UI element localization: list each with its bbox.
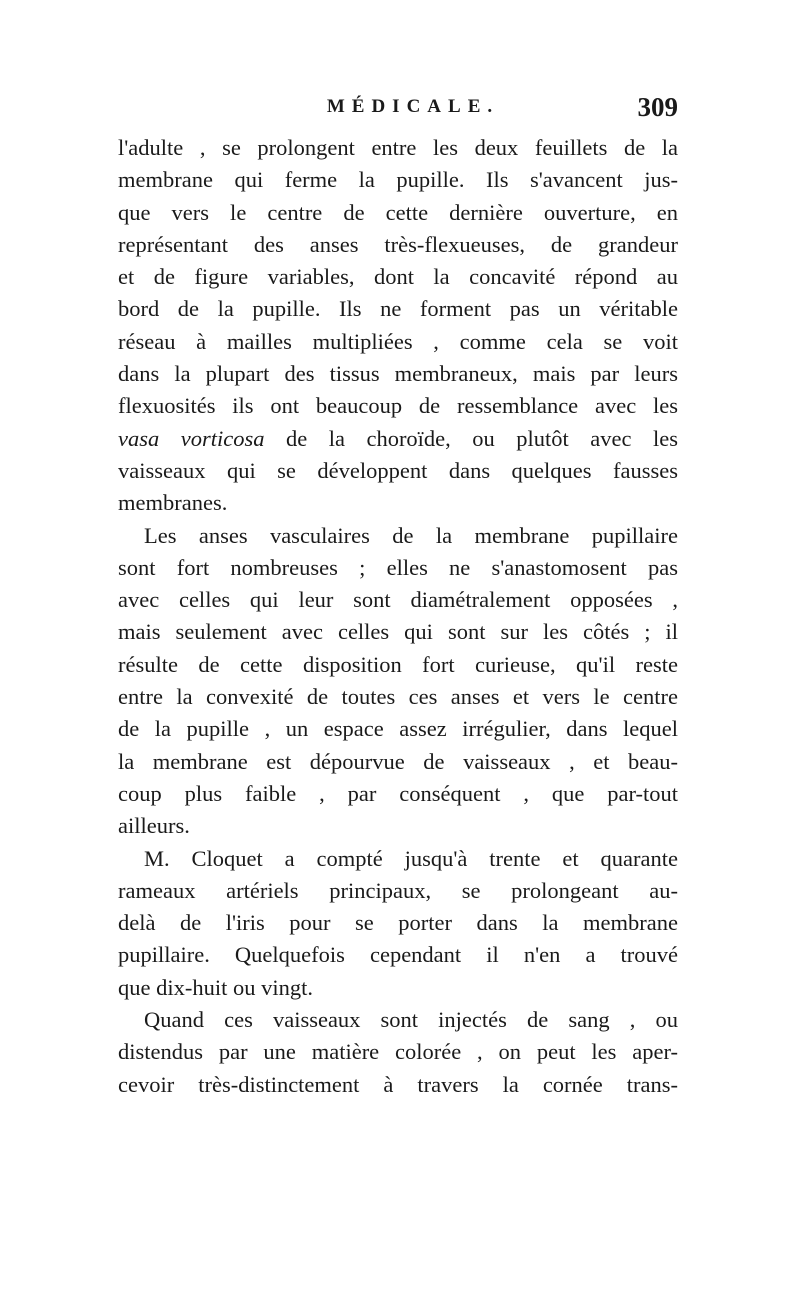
text-line: vaisseaux qui se développent dans quelques fausses — [118, 457, 678, 483]
text-line: membranes. — [118, 490, 228, 516]
text-line: sont fort nombreuses ; elles ne s'anastomosent pas — [118, 554, 678, 580]
text-line: bord de la pupille. Ils ne forment pas un véritable — [118, 296, 678, 322]
text-line: Les anses vasculaires de la membrane pupillaire — [144, 522, 678, 548]
text-line: représentant des anses très-flexueuses, de grandeur — [118, 231, 678, 257]
text-line: que vers le centre de cette dernière ouverture, en — [118, 199, 678, 225]
text-line: réseau à mailles multipliées , comme cela se voit — [118, 328, 678, 354]
text-line: dans la plupart des tissus membraneux, mais par leurs — [118, 361, 678, 387]
text-line: avec celles qui leur sont diamétralement opposées , — [118, 587, 678, 613]
text-line: flexuosités ils ont beaucoup de ressemblance avec les — [118, 393, 678, 419]
text-line: ailleurs. — [118, 813, 190, 839]
body-text — [118, 132, 678, 1101]
text-line: cevoir très-distinctement à travers la cornée trans- — [118, 1071, 678, 1097]
text-line: de la pupille , un espace assez irrégulier, dans lequel — [118, 716, 678, 742]
running-head: MÉDICALE. — [326, 96, 500, 117]
text-line: entre la convexité de toutes ces anses et vers le centre — [118, 684, 678, 710]
text-line: l'adulte , se prolongent entre les deux feuillets de la — [118, 135, 678, 160]
text-line: membrane qui ferme la pupille. Ils s'avancent jus- — [118, 167, 678, 193]
page-header — [118, 92, 678, 128]
text-line-with-italic — [118, 423, 678, 455]
page-number: 309 — [637, 92, 678, 122]
text-line: rameaux artériels principaux, se prolongeant au- — [118, 877, 678, 903]
text-line: pupillaire. Quelquefois cependant il n'en a trouvé — [118, 942, 678, 968]
text-line: la membrane est dépourvue de vaisseaux , et beau- — [118, 748, 678, 774]
text-line: et de figure variables, dont la concavité répond au — [118, 264, 678, 290]
text-line: mais seulement avec celles qui sont sur les côtés ; il — [118, 619, 678, 645]
text-line: Quand ces vaisseaux sont injectés de sang , ou — [144, 1007, 678, 1033]
italic-term: vasa vorticosa — [118, 425, 265, 451]
text-line: que dix-huit ou vingt. — [118, 974, 313, 1000]
text-line: résulte de cette disposition fort curieuse, qu'il reste — [118, 651, 678, 677]
text-line: delà de l'iris pour se porter dans la membrane — [118, 910, 678, 936]
text-line: M. Cloquet a compté jusqu'à trente et quarante — [144, 845, 678, 871]
text-line: distendus par une matière colorée , on peut les aper- — [118, 1039, 678, 1065]
text-line-rest: de la choroïde, ou plutôt avec les — [285, 425, 678, 451]
text-line: coup plus faible , par conséquent , que par-tout — [118, 780, 678, 806]
